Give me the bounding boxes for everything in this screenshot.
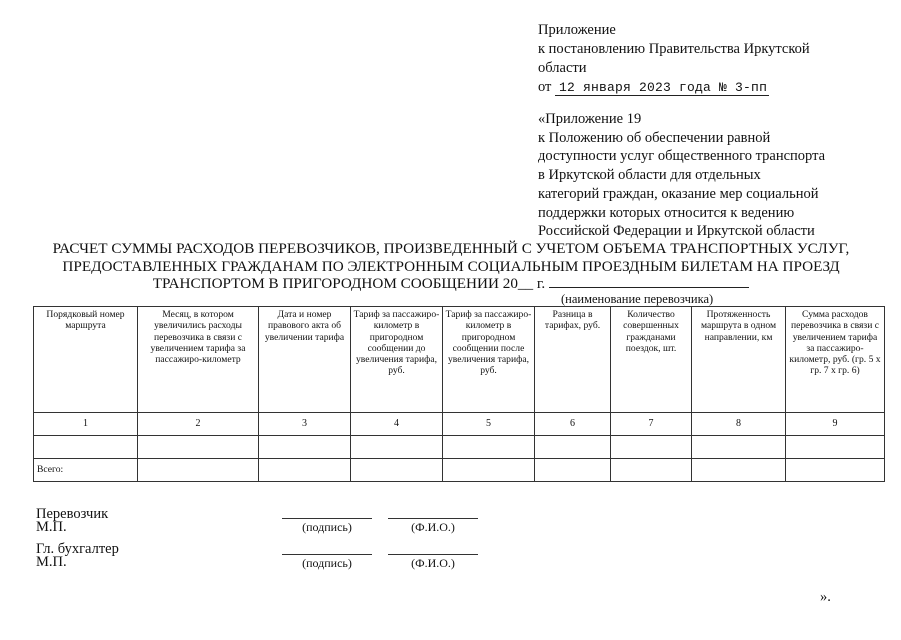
header-line-region: области bbox=[538, 60, 587, 76]
table-cell bbox=[443, 459, 535, 482]
table-row bbox=[34, 436, 885, 459]
table-cell bbox=[138, 436, 259, 459]
expenses-table bbox=[33, 306, 885, 482]
appendix-line: категорий граждан, оказание мер социальной bbox=[538, 185, 819, 202]
header-from-prefix: от bbox=[538, 79, 552, 95]
table-cell bbox=[535, 436, 611, 459]
table-cell bbox=[443, 436, 535, 459]
column-number: 6 bbox=[535, 413, 611, 436]
column-number: 2 bbox=[138, 413, 259, 436]
column-number: 5 bbox=[443, 413, 535, 436]
table-cell bbox=[692, 436, 786, 459]
appendix-line: «Приложение 19 bbox=[538, 111, 642, 127]
total-row bbox=[34, 459, 885, 482]
carrier-name-caption: (наименование перевозчика) bbox=[561, 292, 714, 306]
table-cell bbox=[786, 459, 885, 482]
column-header: Разница в тарифах, руб. bbox=[535, 307, 611, 413]
carrier-label: Перевозчик bbox=[36, 506, 109, 522]
column-header: Дата и номер правового акта об увеличении тарифа bbox=[259, 307, 351, 413]
table-cell bbox=[786, 436, 885, 459]
document-title bbox=[20, 240, 882, 293]
column-number: 7 bbox=[611, 413, 692, 436]
table-header-row bbox=[34, 307, 885, 413]
column-number: 9 bbox=[786, 413, 885, 436]
column-header: Сумма расходов перевозчика в связи с увеличением тарифа за пассажиро-километр, руб. (гр. 5 х гр. 7 х гр. 6) bbox=[786, 307, 885, 413]
stamp-label: М.П. bbox=[36, 554, 67, 570]
table-cell bbox=[259, 459, 351, 482]
carrier-name-line: (Ф.И.О.) bbox=[388, 518, 478, 535]
table-cell bbox=[351, 459, 443, 482]
table-cell bbox=[535, 459, 611, 482]
carrier-signature-label bbox=[36, 508, 108, 534]
column-header: Тариф за пассажиро-километр в пригородном сообщении до увеличения тарифа, руб. bbox=[351, 307, 443, 413]
appendix-line: в Иркутской области для отдельных bbox=[538, 167, 761, 184]
column-number-row bbox=[34, 413, 885, 436]
table-cell bbox=[351, 436, 443, 459]
closing-quote: ». bbox=[820, 589, 831, 605]
header-date-line bbox=[538, 78, 858, 97]
header-line-resolution: к постановлению Правительства Иркутской bbox=[538, 41, 810, 57]
header-date-number: 12 января 2023 года № 3-пп bbox=[555, 80, 769, 96]
header-line-appendix: Приложение bbox=[538, 22, 616, 38]
column-number: 4 bbox=[351, 413, 443, 436]
title-line-2: ПРЕДОСТАВЛЕННЫХ ГРАЖДАНАМ ПО ЭЛЕКТРОННЫМ СОЦИАЛЬНЫМ ПРОЕЗДНЫМ БИЛЕТАМ НА ПРОЕЗД bbox=[62, 257, 840, 275]
title-line-1: РАСЧЕТ СУММЫ РАСХОДОВ ПЕРЕВОЗЧИКОВ, ПРОИЗВЕДЕННЫЙ С УЧЕТОМ ОБЪЕМА ТРАНСПОРТНЫХ УСЛУГ, bbox=[52, 240, 850, 257]
appendix-line: Российской Федерации и Иркутской области bbox=[538, 223, 815, 240]
column-number: 1 bbox=[34, 413, 138, 436]
table-cell bbox=[259, 436, 351, 459]
table-cell bbox=[138, 459, 259, 482]
column-number: 3 bbox=[259, 413, 351, 436]
column-header: Месяц, в котором увеличились расходы перевозчика в связи с увеличением тарифа за пассажиро-километр bbox=[138, 307, 259, 413]
appendix-line: поддержки которых относится к ведению bbox=[538, 204, 795, 221]
column-number: 8 bbox=[692, 413, 786, 436]
column-header: Порядковый номер маршрута bbox=[34, 307, 138, 413]
table-cell bbox=[34, 436, 138, 459]
column-header: Протяженность маршрута в одном направлении, км bbox=[692, 307, 786, 413]
column-header: Тариф за пассажиро-километр в пригородном сообщении после увеличения тарифа, руб. bbox=[443, 307, 535, 413]
column-header: Количество совершенных гражданами поездок, шт. bbox=[611, 307, 692, 413]
approval-header bbox=[538, 21, 858, 97]
appendix-19-block bbox=[538, 110, 858, 241]
appendix-line: к Положению об обеспечении равной bbox=[538, 129, 771, 146]
accountant-label: Гл. бухгалтер bbox=[36, 541, 119, 557]
table-cell bbox=[611, 436, 692, 459]
title-line-3-text: ТРАНСПОРТОМ В ПРИГОРОДНОМ СООБЩЕНИИ 20__ г. bbox=[152, 275, 546, 292]
table-cell bbox=[692, 459, 786, 482]
carrier-signature-line: (подпись) bbox=[282, 518, 372, 535]
accountant-name-line: (Ф.И.О.) bbox=[388, 554, 478, 571]
accountant-signature-line: (подпись) bbox=[282, 554, 372, 571]
total-label: Всего: bbox=[34, 459, 138, 482]
accountant-signature-label bbox=[36, 543, 119, 569]
table-cell bbox=[611, 459, 692, 482]
appendix-line: доступности услуг общественного транспорта bbox=[538, 148, 826, 165]
title-line-3 bbox=[20, 275, 882, 293]
carrier-name-blank bbox=[549, 275, 749, 288]
stamp-label: М.П. bbox=[36, 519, 67, 535]
